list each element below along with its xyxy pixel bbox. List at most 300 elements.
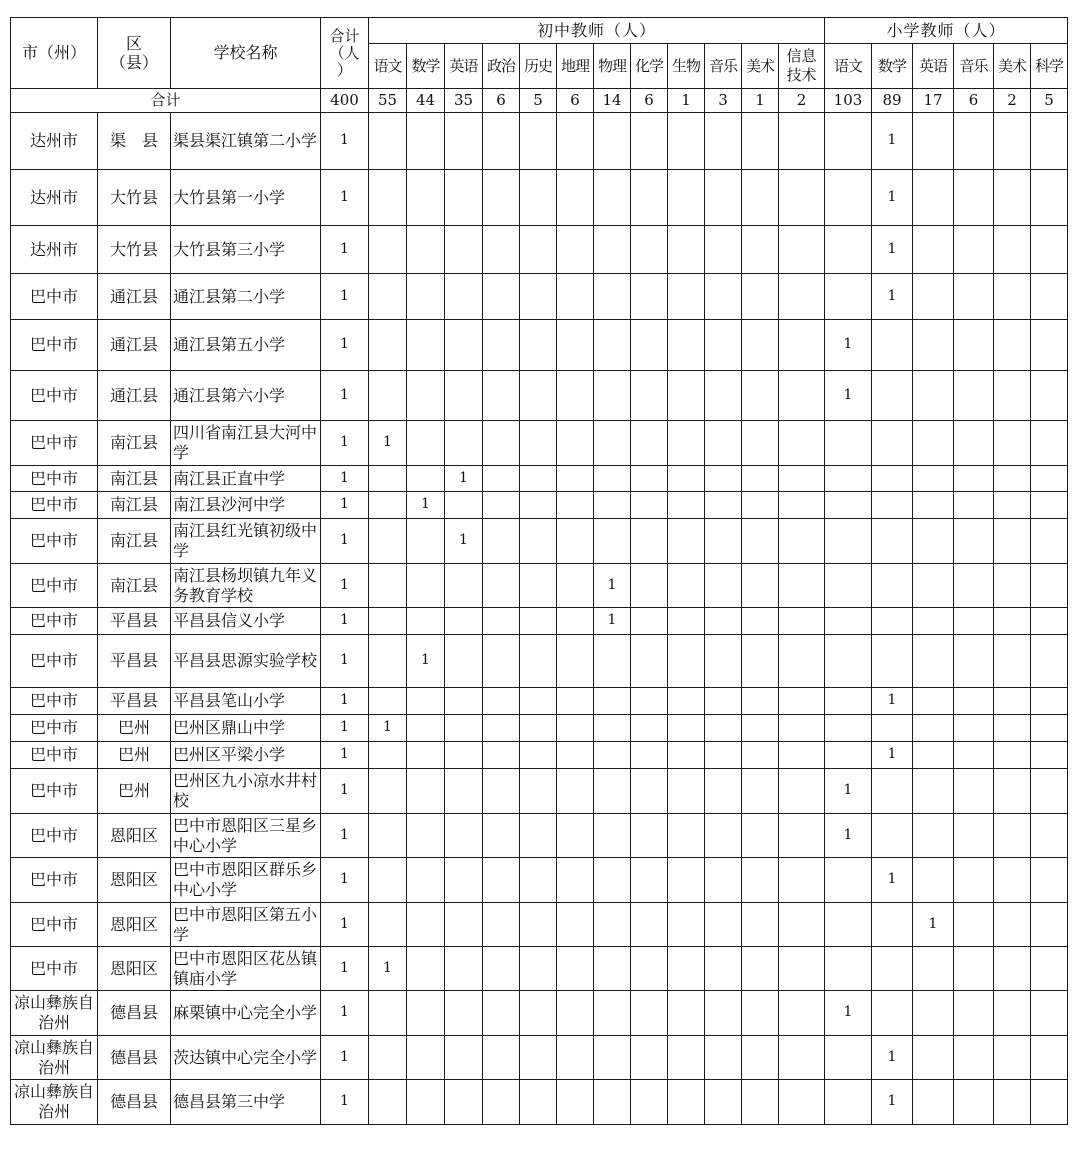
primary-subject-cell — [825, 170, 872, 226]
middle-subject-cell — [557, 635, 594, 688]
middle-subject-cell — [520, 1036, 557, 1080]
primary-subject-cell — [954, 466, 994, 492]
primary-subject-cell — [913, 170, 954, 226]
middle-subject-cell — [557, 421, 594, 466]
middle-subject-cell — [668, 170, 705, 226]
middle-subject-cell — [520, 226, 557, 274]
middle-subject-cell — [369, 635, 407, 688]
primary-subject-cell — [954, 1036, 994, 1080]
primary-subject-cell — [954, 371, 994, 421]
middle-subject-cell — [705, 991, 742, 1036]
middle-subject-cell — [483, 320, 520, 371]
middle-subject-cell — [407, 858, 445, 903]
middle-subject-cell — [369, 466, 407, 492]
primary-subject-cell — [994, 226, 1031, 274]
school-name-cell: 巴中市恩阳区第五小学 — [171, 903, 321, 947]
header-middle-subject: 语文 — [369, 44, 407, 89]
city-cell: 巴中市 — [11, 466, 98, 492]
middle-subject-cell — [483, 991, 520, 1036]
primary-subject-cell — [872, 320, 913, 371]
middle-subject-cell: 1 — [369, 947, 407, 991]
city-cell: 巴中市 — [11, 608, 98, 635]
middle-subject-cell — [631, 226, 668, 274]
middle-subject-cell — [594, 492, 631, 519]
middle-subject-cell — [369, 320, 407, 371]
middle-subject-cell — [631, 170, 668, 226]
middle-subject-cell — [705, 1036, 742, 1080]
primary-subject-cell — [954, 947, 994, 991]
school-name-cell: 大竹县第一小学 — [171, 170, 321, 226]
primary-subject-cell — [872, 466, 913, 492]
primary-subject-cell — [913, 564, 954, 608]
middle-subject-cell — [557, 688, 594, 715]
totals-primary-cell: 6 — [954, 89, 994, 113]
middle-subject-cell — [779, 858, 825, 903]
middle-subject-cell — [705, 371, 742, 421]
middle-subject-cell — [483, 226, 520, 274]
middle-subject-cell — [445, 769, 483, 814]
primary-subject-cell — [1031, 371, 1068, 421]
middle-subject-cell — [483, 858, 520, 903]
total-cell: 1 — [321, 519, 369, 564]
city-cell: 凉山彝族自治州 — [11, 991, 98, 1036]
primary-subject-cell — [913, 715, 954, 742]
table-row — [11, 688, 1068, 715]
middle-subject-cell — [631, 715, 668, 742]
header-middle-subject: 生物 — [668, 44, 705, 89]
middle-subject-cell — [779, 903, 825, 947]
middle-subject-cell — [594, 742, 631, 769]
primary-subject-cell — [872, 371, 913, 421]
primary-subject-cell — [954, 715, 994, 742]
middle-subject-cell — [407, 226, 445, 274]
middle-subject-cell — [483, 742, 520, 769]
primary-subject-cell — [872, 991, 913, 1036]
header-middle-subject: 政治 — [483, 44, 520, 89]
primary-subject-cell — [954, 858, 994, 903]
school-name-cell: 巴中市恩阳区群乐乡中心小学 — [171, 858, 321, 903]
middle-subject-cell — [705, 320, 742, 371]
total-cell: 1 — [321, 903, 369, 947]
totals-total: 400 — [321, 89, 369, 113]
middle-subject-cell — [742, 320, 779, 371]
middle-subject-cell — [705, 170, 742, 226]
city-cell: 巴中市 — [11, 492, 98, 519]
middle-subject-cell — [668, 688, 705, 715]
city-cell: 达州市 — [11, 113, 98, 170]
primary-subject-cell — [913, 688, 954, 715]
primary-subject-cell — [913, 519, 954, 564]
middle-subject-cell — [445, 688, 483, 715]
primary-subject-cell — [825, 466, 872, 492]
middle-subject-cell — [668, 769, 705, 814]
middle-subject-cell — [483, 688, 520, 715]
middle-subject-cell — [631, 564, 668, 608]
middle-subject-cell — [520, 903, 557, 947]
primary-subject-cell — [913, 947, 954, 991]
middle-subject-cell — [779, 564, 825, 608]
middle-subject-cell — [594, 814, 631, 858]
middle-subject-cell — [557, 226, 594, 274]
totals-middle-cell: 6 — [483, 89, 520, 113]
primary-subject-cell — [1031, 608, 1068, 635]
header-district: 区 （县） — [98, 18, 171, 89]
middle-subject-cell — [445, 320, 483, 371]
primary-subject-cell: 1 — [872, 742, 913, 769]
middle-subject-cell — [779, 991, 825, 1036]
middle-subject-cell — [668, 320, 705, 371]
middle-subject-cell — [407, 814, 445, 858]
middle-subject-cell: 1 — [445, 519, 483, 564]
middle-subject-cell — [742, 769, 779, 814]
middle-subject-cell — [369, 903, 407, 947]
middle-subject-cell — [705, 947, 742, 991]
table-row — [11, 769, 1068, 814]
primary-subject-cell — [872, 903, 913, 947]
primary-subject-cell — [994, 371, 1031, 421]
district-cell: 平昌县 — [98, 688, 171, 715]
middle-subject-cell — [445, 991, 483, 1036]
middle-subject-cell — [445, 1036, 483, 1080]
school-name-cell: 平昌县笔山小学 — [171, 688, 321, 715]
primary-subject-cell — [913, 635, 954, 688]
district-cell: 南江县 — [98, 564, 171, 608]
header-middle-subject: 信息 技术 — [779, 44, 825, 89]
school-name-cell: 四川省南江县大河中学 — [171, 421, 321, 466]
primary-subject-cell — [1031, 564, 1068, 608]
primary-subject-cell — [913, 858, 954, 903]
primary-subject-cell — [994, 903, 1031, 947]
middle-subject-cell — [557, 715, 594, 742]
primary-subject-cell — [994, 858, 1031, 903]
total-cell: 1 — [321, 564, 369, 608]
school-name-cell: 巴中市恩阳区花丛镇镇庙小学 — [171, 947, 321, 991]
middle-subject-cell — [668, 742, 705, 769]
primary-subject-cell — [1031, 715, 1068, 742]
middle-subject-cell — [483, 814, 520, 858]
primary-subject-cell — [1031, 991, 1068, 1036]
primary-subject-cell — [913, 814, 954, 858]
primary-subject-cell — [825, 715, 872, 742]
middle-subject-cell — [557, 1080, 594, 1125]
total-cell: 1 — [321, 814, 369, 858]
middle-subject-cell — [445, 814, 483, 858]
middle-subject-cell — [705, 608, 742, 635]
primary-subject-cell: 1 — [913, 903, 954, 947]
middle-subject-cell — [520, 991, 557, 1036]
header-middle-subject: 物理 — [594, 44, 631, 89]
middle-subject-cell — [520, 113, 557, 170]
middle-subject-cell — [407, 466, 445, 492]
middle-subject-cell — [779, 635, 825, 688]
city-cell: 凉山彝族自治州 — [11, 1080, 98, 1125]
middle-subject-cell — [557, 519, 594, 564]
primary-subject-cell — [825, 564, 872, 608]
primary-subject-cell — [954, 274, 994, 320]
primary-subject-cell: 1 — [872, 226, 913, 274]
primary-subject-cell — [1031, 1036, 1068, 1080]
header-total: 合计 （人 ） — [321, 18, 369, 89]
middle-subject-cell — [668, 274, 705, 320]
district-cell: 巴州 — [98, 715, 171, 742]
middle-subject-cell — [445, 858, 483, 903]
header-primary-subject: 英语 — [913, 44, 954, 89]
middle-subject-cell — [483, 519, 520, 564]
middle-subject-cell — [779, 1080, 825, 1125]
total-cell: 1 — [321, 113, 369, 170]
middle-subject-cell — [557, 466, 594, 492]
middle-subject-cell — [668, 635, 705, 688]
middle-subject-cell — [520, 320, 557, 371]
middle-subject-cell — [668, 947, 705, 991]
middle-subject-cell — [369, 371, 407, 421]
primary-subject-cell — [1031, 814, 1068, 858]
total-cell: 1 — [321, 858, 369, 903]
primary-subject-cell — [954, 564, 994, 608]
middle-subject-cell — [407, 274, 445, 320]
middle-subject-cell — [705, 715, 742, 742]
middle-subject-cell — [369, 991, 407, 1036]
primary-subject-cell: 1 — [825, 320, 872, 371]
school-name-cell: 德昌县第三中学 — [171, 1080, 321, 1125]
middle-subject-cell: 1 — [407, 492, 445, 519]
middle-subject-cell — [445, 421, 483, 466]
middle-subject-cell — [742, 1080, 779, 1125]
middle-subject-cell — [742, 113, 779, 170]
city-cell: 巴中市 — [11, 947, 98, 991]
middle-subject-cell — [705, 274, 742, 320]
district-cell: 大竹县 — [98, 226, 171, 274]
total-cell: 1 — [321, 421, 369, 466]
primary-subject-cell: 1 — [872, 1080, 913, 1125]
district-cell: 德昌县 — [98, 1080, 171, 1125]
primary-subject-cell: 1 — [825, 769, 872, 814]
primary-subject-cell — [913, 492, 954, 519]
middle-subject-cell — [594, 1036, 631, 1080]
middle-subject-cell — [557, 564, 594, 608]
primary-subject-cell — [913, 769, 954, 814]
primary-subject-cell — [825, 492, 872, 519]
middle-subject-cell — [369, 1080, 407, 1125]
school-name-cell: 通江县第六小学 — [171, 371, 321, 421]
city-cell: 凉山彝族自治州 — [11, 1036, 98, 1080]
middle-subject-cell — [520, 742, 557, 769]
middle-subject-cell — [705, 226, 742, 274]
middle-subject-cell — [520, 858, 557, 903]
total-cell: 1 — [321, 320, 369, 371]
primary-subject-cell — [1031, 635, 1068, 688]
middle-subject-cell — [779, 608, 825, 635]
middle-subject-cell — [407, 113, 445, 170]
primary-subject-cell — [1031, 492, 1068, 519]
primary-subject-cell — [913, 274, 954, 320]
middle-subject-cell — [594, 113, 631, 170]
middle-subject-cell — [407, 320, 445, 371]
middle-subject-cell — [631, 421, 668, 466]
city-cell: 巴中市 — [11, 635, 98, 688]
table-row — [11, 492, 1068, 519]
middle-subject-cell — [742, 519, 779, 564]
middle-subject-cell — [668, 113, 705, 170]
primary-subject-cell — [954, 742, 994, 769]
middle-subject-cell — [742, 742, 779, 769]
city-cell: 达州市 — [11, 170, 98, 226]
middle-subject-cell — [668, 564, 705, 608]
middle-subject-cell — [557, 492, 594, 519]
middle-subject-cell — [705, 769, 742, 814]
district-cell: 南江县 — [98, 492, 171, 519]
middle-subject-cell — [483, 1080, 520, 1125]
middle-subject-cell — [742, 858, 779, 903]
middle-subject-cell — [369, 1036, 407, 1080]
primary-subject-cell — [913, 113, 954, 170]
total-cell: 1 — [321, 492, 369, 519]
middle-subject-cell — [520, 170, 557, 226]
middle-subject-cell — [557, 991, 594, 1036]
school-name-cell: 南江县红光镇初级中学 — [171, 519, 321, 564]
district-cell: 恩阳区 — [98, 903, 171, 947]
middle-subject-cell — [742, 1036, 779, 1080]
middle-subject-cell — [369, 170, 407, 226]
middle-subject-cell — [445, 715, 483, 742]
city-cell: 巴中市 — [11, 769, 98, 814]
middle-subject-cell — [369, 519, 407, 564]
school-name-cell: 麻栗镇中心完全小学 — [171, 991, 321, 1036]
district-cell: 恩阳区 — [98, 947, 171, 991]
middle-subject-cell — [594, 903, 631, 947]
middle-subject-cell — [742, 947, 779, 991]
middle-subject-cell — [369, 226, 407, 274]
middle-subject-cell — [445, 635, 483, 688]
totals-middle-cell: 6 — [631, 89, 668, 113]
total-cell: 1 — [321, 947, 369, 991]
recruitment-table — [10, 17, 1068, 1125]
school-name-cell: 南江县正直中学 — [171, 466, 321, 492]
middle-subject-cell — [594, 688, 631, 715]
primary-subject-cell — [825, 274, 872, 320]
primary-subject-cell — [872, 715, 913, 742]
middle-subject-cell — [407, 769, 445, 814]
total-cell: 1 — [321, 635, 369, 688]
middle-subject-cell — [483, 371, 520, 421]
primary-subject-cell: 1 — [872, 1036, 913, 1080]
district-cell: 平昌县 — [98, 635, 171, 688]
school-name-cell: 通江县第二小学 — [171, 274, 321, 320]
middle-subject-cell — [594, 635, 631, 688]
district-cell: 德昌县 — [98, 991, 171, 1036]
primary-subject-cell — [913, 742, 954, 769]
middle-subject-cell — [742, 991, 779, 1036]
middle-subject-cell — [594, 519, 631, 564]
middle-subject-cell — [779, 519, 825, 564]
primary-subject-cell — [994, 320, 1031, 371]
primary-subject-cell — [954, 492, 994, 519]
middle-subject-cell — [557, 903, 594, 947]
middle-subject-cell — [779, 274, 825, 320]
middle-subject-cell: 1 — [369, 421, 407, 466]
middle-subject-cell — [369, 274, 407, 320]
middle-subject-cell — [445, 608, 483, 635]
table-row — [11, 113, 1068, 170]
middle-subject-cell — [705, 492, 742, 519]
middle-subject-cell — [631, 113, 668, 170]
middle-subject-cell — [594, 170, 631, 226]
middle-subject-cell — [407, 1080, 445, 1125]
middle-subject-cell — [520, 688, 557, 715]
primary-subject-cell — [872, 519, 913, 564]
middle-subject-cell — [407, 742, 445, 769]
middle-subject-cell: 1 — [369, 715, 407, 742]
school-name-cell: 渠县渠江镇第二小学 — [171, 113, 321, 170]
total-cell: 1 — [321, 769, 369, 814]
middle-subject-cell — [668, 991, 705, 1036]
primary-subject-cell — [872, 814, 913, 858]
table-row — [11, 1036, 1068, 1080]
primary-subject-cell — [825, 519, 872, 564]
table-row — [11, 742, 1068, 769]
middle-subject-cell — [631, 1080, 668, 1125]
primary-subject-cell — [1031, 421, 1068, 466]
primary-subject-cell — [994, 113, 1031, 170]
middle-subject-cell: 1 — [407, 635, 445, 688]
middle-subject-cell — [483, 564, 520, 608]
middle-subject-cell — [705, 814, 742, 858]
middle-subject-cell — [742, 466, 779, 492]
middle-subject-cell — [631, 635, 668, 688]
table-row — [11, 371, 1068, 421]
primary-subject-cell — [1031, 226, 1068, 274]
totals-middle-cell: 1 — [742, 89, 779, 113]
table-row — [11, 519, 1068, 564]
middle-subject-cell — [631, 519, 668, 564]
middle-subject-cell — [445, 564, 483, 608]
school-name-cell: 南江县杨坝镇九年义务教育学校 — [171, 564, 321, 608]
primary-subject-cell — [825, 903, 872, 947]
city-cell: 巴中市 — [11, 903, 98, 947]
middle-subject-cell — [557, 274, 594, 320]
primary-subject-cell — [1031, 113, 1068, 170]
table-row — [11, 1080, 1068, 1125]
middle-subject-cell — [407, 564, 445, 608]
primary-subject-cell — [954, 608, 994, 635]
city-cell: 达州市 — [11, 226, 98, 274]
middle-subject-cell — [483, 715, 520, 742]
totals-primary-cell: 89 — [872, 89, 913, 113]
middle-subject-cell — [445, 371, 483, 421]
district-cell: 渠 县 — [98, 113, 171, 170]
primary-subject-cell — [994, 1080, 1031, 1125]
primary-subject-cell — [913, 466, 954, 492]
middle-subject-cell — [520, 492, 557, 519]
city-cell: 巴中市 — [11, 371, 98, 421]
total-cell: 1 — [321, 742, 369, 769]
middle-subject-cell — [407, 371, 445, 421]
middle-subject-cell — [407, 1036, 445, 1080]
city-cell: 巴中市 — [11, 421, 98, 466]
header-middle-subject: 英语 — [445, 44, 483, 89]
table-row — [11, 170, 1068, 226]
header-middle-subject: 地理 — [557, 44, 594, 89]
total-cell: 1 — [321, 170, 369, 226]
middle-subject-cell — [369, 769, 407, 814]
primary-subject-cell — [872, 421, 913, 466]
middle-subject-cell — [631, 858, 668, 903]
primary-subject-cell — [954, 320, 994, 371]
middle-subject-cell — [483, 274, 520, 320]
primary-subject-cell — [872, 608, 913, 635]
middle-subject-cell — [483, 421, 520, 466]
school-name-cell: 巴中市恩阳区三星乡中心小学 — [171, 814, 321, 858]
